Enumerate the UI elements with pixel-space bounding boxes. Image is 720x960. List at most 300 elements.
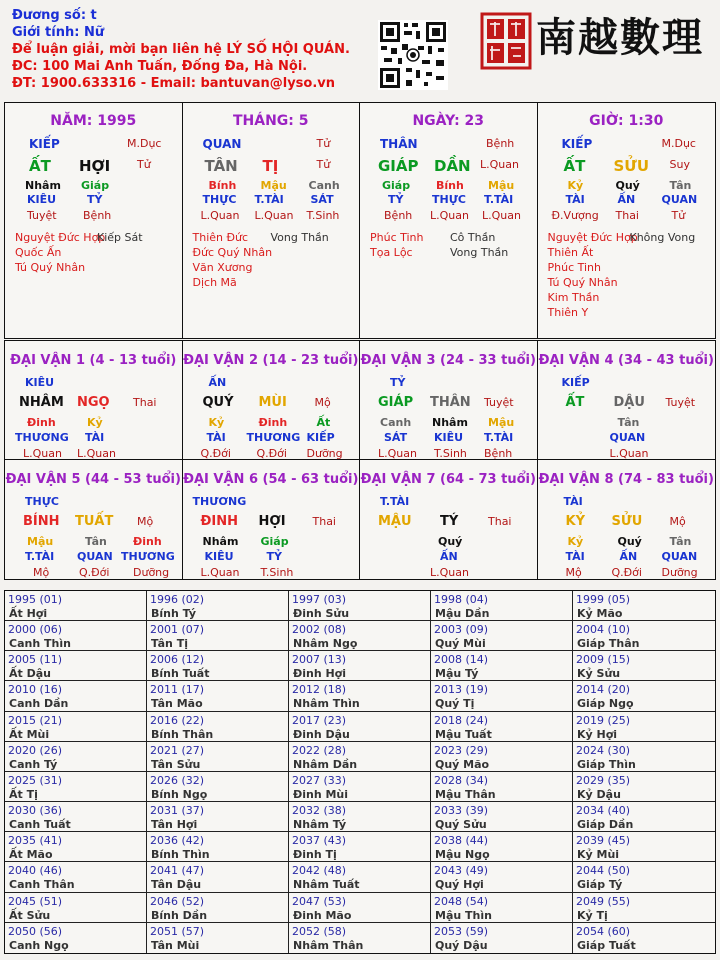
year-cell xyxy=(5,712,147,742)
pillar-year xyxy=(5,103,183,338)
pillar-thapthan-can: QUAN xyxy=(202,137,242,151)
dv-tang: Tân xyxy=(85,535,107,548)
star-item: Vong Thần xyxy=(270,231,329,244)
dv-tt-tang: KIẾP xyxy=(306,431,335,444)
year-cell xyxy=(289,621,431,651)
year-label: 2032 (38) xyxy=(292,804,347,818)
pillar-vs1: Tuyệt xyxy=(27,209,57,222)
year-can-chi: Ất Hợi xyxy=(9,607,48,620)
dv-tt-tang: ẤN xyxy=(619,550,638,563)
year-can-chi: Nhâm Dần xyxy=(293,757,358,771)
pillar-title: THÁNG: 5 xyxy=(232,113,309,129)
year-cell xyxy=(147,621,289,651)
star-item: Nguyệt Đức Hợp xyxy=(547,231,638,244)
year-cell xyxy=(147,651,289,681)
year-can-chi: Giáp Thân xyxy=(577,637,640,651)
gioi-tinh: Giới tính: Nữ xyxy=(12,25,105,40)
year-label: 2053 (59) xyxy=(434,924,489,938)
year-can-chi: Bính Thân xyxy=(151,727,214,741)
pillar-can: ẤT xyxy=(563,157,586,175)
year-can-chi: Kỷ Hợi xyxy=(577,727,618,741)
dv-tang: Quý xyxy=(617,535,642,548)
year-cell xyxy=(431,893,573,923)
pillar-thapthan-chi: M.Dục xyxy=(127,137,162,150)
dv-truong-sinh: Thai xyxy=(133,396,157,409)
dv-truong-sinh: Thai xyxy=(488,515,512,528)
dv-chi: SỬU xyxy=(611,514,643,529)
dv-vs: Q.Đới xyxy=(256,447,287,460)
pillar-tt1: TỶ xyxy=(388,193,404,206)
star-item: Cô Thần xyxy=(450,231,496,244)
year-label: 2005 (11) xyxy=(8,653,63,667)
pillars-panel xyxy=(4,102,716,339)
dv-tang: Kỷ xyxy=(87,416,103,429)
dv-truong-sinh: Mộ xyxy=(669,515,686,528)
star-item: Vong Thần xyxy=(450,246,509,259)
year-label: 2028 (34) xyxy=(434,773,489,787)
year-label: 2002 (08) xyxy=(292,623,347,637)
year-label: 1995 (01) xyxy=(8,593,63,606)
year-cell xyxy=(431,742,573,772)
year-can-chi: Bính Dần xyxy=(151,908,208,922)
year-label: 2018 (24) xyxy=(434,713,489,727)
red-seal-icon xyxy=(480,12,532,70)
year-label: 2041 (47) xyxy=(150,864,205,878)
year-label: 2010 (16) xyxy=(8,683,63,697)
year-can-chi: Tân Tị xyxy=(151,637,188,651)
dv-chi: TÝ xyxy=(440,514,459,529)
year-can-chi: Mậu Thân xyxy=(435,787,496,801)
pillar-vs2: Thai xyxy=(615,209,639,222)
year-label: 2006 (12) xyxy=(150,653,205,667)
year-cell xyxy=(147,742,289,772)
brand-logo: 南越數理 xyxy=(536,14,704,61)
year-label: 2049 (55) xyxy=(576,894,631,908)
star-item: Kiếp Sát xyxy=(97,231,143,244)
year-label: 2013 (19) xyxy=(434,683,489,697)
year-label: 2019 (25) xyxy=(576,713,631,727)
dai-van-title: ĐẠI VẬN 2 (14 - 23 tuổi) xyxy=(183,353,359,368)
year-can-chi: Ất Dậu xyxy=(9,667,51,681)
year-cell xyxy=(5,651,147,681)
dv-tang: Đinh xyxy=(133,535,162,548)
dv-can: KỶ xyxy=(565,514,585,529)
dai-van-cell xyxy=(5,341,183,460)
pillar-vs3: Tử xyxy=(671,209,686,222)
year-label: 2037 (43) xyxy=(292,834,347,848)
qr-code-icon xyxy=(378,20,448,90)
year-label: 2022 (28) xyxy=(292,743,347,757)
pillar-can: TÂN xyxy=(204,157,238,175)
year-can-chi: Ất Mão xyxy=(9,848,53,862)
pillar-tang2: Mậu xyxy=(260,179,287,192)
pillar-tt2: TỶ xyxy=(87,193,103,206)
year-can-chi: Quý Mùi xyxy=(435,637,486,651)
dv-truong-sinh: Mộ xyxy=(137,515,154,528)
dv-tt-tang: T.TÀI xyxy=(25,550,55,563)
year-cell xyxy=(573,712,715,742)
year-can-chi: Mậu Tuất xyxy=(435,727,492,741)
year-can-chi: Canh Thân xyxy=(9,878,75,892)
year-can-chi: Canh Tý xyxy=(9,757,58,771)
year-label: 2014 (20) xyxy=(576,683,631,697)
dai-van-title: ĐẠI VẬN 4 (34 - 43 tuổi) xyxy=(538,353,714,368)
year-label: 2042 (48) xyxy=(292,864,347,878)
year-can-chi: Kỷ Mão xyxy=(577,607,623,620)
dv-vs: L.Quan xyxy=(430,566,469,579)
year-cell xyxy=(573,772,715,802)
year-label: 2034 (40) xyxy=(576,804,631,818)
pillar-vs2: Bệnh xyxy=(83,209,112,222)
year-can-chi: Tân Mão xyxy=(151,697,203,711)
year-cell xyxy=(289,742,431,772)
dv-vs: L.Quan xyxy=(609,447,649,460)
year-label: 2033 (39) xyxy=(434,804,489,818)
year-can-chi: Tân Hợi xyxy=(151,818,198,832)
pillar-thapthan-chi: Tử xyxy=(316,137,331,150)
dv-tt-tang: THƯƠNG xyxy=(246,431,301,444)
year-cell xyxy=(5,621,147,651)
dv-tang: Ất xyxy=(316,416,331,429)
year-cell xyxy=(5,832,147,862)
star-item: Phúc Tinh xyxy=(547,261,602,274)
pillar-tt1: KIÊU xyxy=(27,193,57,206)
year-cell xyxy=(573,651,715,681)
dai-van-title: ĐẠI VẬN 3 (24 - 33 tuổi) xyxy=(360,353,536,368)
year-cell xyxy=(147,862,289,892)
year-label: 2045 (51) xyxy=(8,894,63,908)
year-can-chi: Nhâm Thân xyxy=(293,938,364,952)
dv-tt-tang: TÀI xyxy=(85,431,105,444)
pillar-stars xyxy=(370,230,538,260)
year-can-chi: Nhâm Tý xyxy=(293,818,347,832)
year-label: 1999 (05) xyxy=(576,593,631,606)
dv-tang: Đinh xyxy=(258,416,288,429)
dv-vs: Mộ xyxy=(565,566,582,579)
pillar-can: GIÁP xyxy=(378,157,419,175)
pillar-vs1: Bệnh xyxy=(384,209,413,222)
year-can-chi: Mậu Ngọ xyxy=(435,848,490,862)
year-can-chi: Quý Sửu xyxy=(435,818,487,832)
year-cell xyxy=(147,832,289,862)
duong-so: Đương số: t xyxy=(12,8,97,23)
dai-van-title: ĐẠI VẬN 5 (44 - 53 tuổi) xyxy=(5,472,181,487)
dv-tt-tang: QUAN xyxy=(661,550,698,563)
year-cell xyxy=(289,802,431,832)
year-cell xyxy=(147,923,289,953)
year-cell xyxy=(147,772,289,802)
pillar-tang1: Kỷ xyxy=(567,179,584,192)
pillar-thapthan-can: KIẾP xyxy=(561,137,593,151)
dv-vs: L.Quan xyxy=(77,447,116,460)
year-cell xyxy=(147,712,289,742)
dv-chi: NGỌ xyxy=(77,395,110,410)
dv-tang: Kỷ xyxy=(208,416,225,429)
year-can-chi: Đinh Tị xyxy=(293,848,337,862)
year-label: 2031 (37) xyxy=(150,804,205,818)
year-label: 1996 (02) xyxy=(150,593,205,606)
year-label: 2016 (22) xyxy=(150,713,205,727)
star-item: Nguyệt Đức Hợp xyxy=(15,231,106,244)
year-label: 2039 (45) xyxy=(576,834,631,848)
contact-line-1: Để luận giải, mời bạn liên hệ LÝ SỐ HỘI QUÁN. xyxy=(12,42,350,57)
year-can-chi: Tân Dậu xyxy=(151,878,202,892)
dv-thapthan: THƯƠNG xyxy=(192,495,247,508)
pillar-tt1: THỰC xyxy=(202,193,237,206)
year-can-chi: Giáp Ngọ xyxy=(577,697,634,711)
pillar-tang1: Bính xyxy=(208,179,237,192)
pillar-thapthan-can: KIẾP xyxy=(29,137,60,151)
annual-luck-table xyxy=(4,590,716,954)
year-can-chi: Tân Sửu xyxy=(151,757,201,771)
dv-tt-tang: SÁT xyxy=(384,431,408,444)
year-can-chi: Kỷ Dậu xyxy=(577,787,621,801)
dv-tang: Đinh xyxy=(27,416,56,429)
dv-chi: TUẤT xyxy=(75,514,114,529)
pillar-chi: TỊ xyxy=(262,157,279,175)
star-item: Đức Quý Nhân xyxy=(192,246,273,259)
dv-tt-tang: QUAN xyxy=(609,431,646,444)
pillar-tang3: Tân xyxy=(669,179,692,192)
dv-tt-tang: T.TÀI xyxy=(484,431,514,444)
year-can-chi: Nhâm Thìn xyxy=(293,697,360,711)
dv-can: GIÁP xyxy=(378,395,414,410)
dv-tt-tang: THƯƠNG xyxy=(15,431,69,444)
pillar-stars xyxy=(15,230,183,275)
dv-can: BÍNH xyxy=(23,514,60,529)
year-label: 1998 (04) xyxy=(434,593,489,606)
year-label: 2046 (52) xyxy=(150,894,205,908)
year-can-chi: Bính Ngọ xyxy=(151,787,208,801)
year-cell xyxy=(147,893,289,923)
pillar-stars xyxy=(193,230,361,290)
year-can-chi: Giáp Tuất xyxy=(577,938,636,952)
year-can-chi: Bính Thìn xyxy=(151,848,210,862)
pillar-truong-sinh: L.Quan xyxy=(480,158,519,171)
dv-chi: MÙI xyxy=(258,395,287,410)
year-can-chi: Canh Ngọ xyxy=(9,938,69,952)
year-cell xyxy=(5,591,147,621)
star-item: Tú Quý Nhân xyxy=(15,261,86,274)
year-can-chi: Tân Mùi xyxy=(151,938,200,952)
dv-vs: Mộ xyxy=(33,566,50,579)
pillar-hour xyxy=(538,103,716,338)
pillar-chi: SỬU xyxy=(613,157,650,175)
dv-truong-sinh: Mộ xyxy=(314,396,331,409)
year-cell xyxy=(431,862,573,892)
dv-tt-tang: THƯƠNG xyxy=(121,550,175,563)
dai-van-panel xyxy=(4,340,716,580)
year-cell xyxy=(573,742,715,772)
pillar-day xyxy=(360,103,538,338)
pillar-thapthan-chi: M.Dục xyxy=(661,137,696,150)
dai-van-cell xyxy=(538,460,716,579)
year-can-chi: Quý Mão xyxy=(435,757,490,771)
star-item: Tú Quý Nhân xyxy=(547,276,618,289)
year-label: 2029 (35) xyxy=(576,773,631,787)
year-label: 2015 (21) xyxy=(8,713,63,727)
dv-chi: THÂN xyxy=(430,395,471,410)
year-cell xyxy=(5,681,147,711)
pillar-stars xyxy=(548,230,716,320)
dv-tang: Nhâm xyxy=(432,416,468,429)
dv-thapthan: KIẾP xyxy=(561,376,590,389)
year-can-chi: Đinh Mùi xyxy=(293,787,349,801)
dai-van-cell xyxy=(183,341,361,460)
year-cell xyxy=(431,651,573,681)
year-cell xyxy=(147,802,289,832)
year-label: 2003 (09) xyxy=(434,623,489,637)
pillar-truong-sinh: Suy xyxy=(669,158,690,171)
pillar-chi: HỢI xyxy=(79,157,111,175)
dv-vs: L.Quan xyxy=(378,447,417,460)
dv-truong-sinh: Thai xyxy=(312,515,336,528)
contact-phone-email: ĐT: 1900.633316 - Email: bantuvan@lyso.vn xyxy=(12,76,336,91)
year-can-chi: Đinh Mão xyxy=(293,908,352,922)
year-cell xyxy=(289,712,431,742)
year-can-chi: Kỷ Sửu xyxy=(577,667,621,681)
year-can-chi: Mậu Dần xyxy=(435,607,490,620)
year-label: 2051 (57) xyxy=(150,924,205,938)
dv-thapthan: ẤN xyxy=(208,376,227,389)
dv-truong-sinh: Tuyệt xyxy=(484,396,514,409)
pillar-vs3: L.Quan xyxy=(482,209,521,222)
pillar-tt1: TÀI xyxy=(565,193,585,206)
year-cell xyxy=(289,681,431,711)
year-cell xyxy=(289,893,431,923)
star-item: Văn Xương xyxy=(192,261,253,274)
pillar-can: ẤT xyxy=(29,157,51,175)
year-label: 2020 (26) xyxy=(8,743,63,757)
dv-tang: Tân xyxy=(617,416,640,429)
year-cell xyxy=(5,802,147,832)
year-can-chi: Giáp Dần xyxy=(577,818,634,832)
dv-thapthan: THỰC xyxy=(25,495,59,508)
year-cell xyxy=(431,591,573,621)
year-label: 2050 (56) xyxy=(8,924,63,938)
year-label: 2001 (07) xyxy=(150,623,205,637)
year-can-chi: Nhâm Ngọ xyxy=(293,637,358,651)
year-can-chi: Giáp Tý xyxy=(577,878,623,892)
pillar-truong-sinh: Tử xyxy=(137,158,151,171)
year-cell xyxy=(431,923,573,953)
dv-vs: L.Quan xyxy=(200,566,240,579)
year-can-chi: Quý Hợi xyxy=(435,878,484,892)
year-cell xyxy=(289,923,431,953)
pillar-tang3: Canh xyxy=(308,179,340,192)
dv-can: MẬU xyxy=(378,514,412,529)
year-can-chi: Canh Dần xyxy=(9,697,69,711)
star-item: Kim Thần xyxy=(547,291,600,304)
star-item: Thiên Ất xyxy=(547,246,594,259)
dv-can: QUÝ xyxy=(202,395,234,410)
pillar-tt2: ẤN xyxy=(617,193,636,206)
year-label: 2017 (23) xyxy=(292,713,347,727)
dv-tt-tang: ẤN xyxy=(440,550,458,563)
year-label: 1997 (03) xyxy=(292,593,347,606)
dai-van-cell xyxy=(360,460,538,579)
dai-van-cell xyxy=(183,460,361,579)
year-cell xyxy=(5,862,147,892)
year-label: 2012 (18) xyxy=(292,683,347,697)
dv-tt-tang: KIÊU xyxy=(204,550,234,563)
year-can-chi: Kỷ Tị xyxy=(577,908,608,922)
pillar-tt2: T.TÀI xyxy=(254,193,284,206)
pillar-month xyxy=(183,103,361,338)
star-item: Không Vong xyxy=(629,231,696,244)
dv-thapthan: T.TÀI xyxy=(380,495,410,508)
year-cell xyxy=(289,772,431,802)
dv-can: NHÂM xyxy=(19,395,64,410)
year-cell xyxy=(147,591,289,621)
dv-vs: Dưỡng xyxy=(133,566,170,579)
year-can-chi: Quý Tị xyxy=(435,697,475,711)
dv-tang: Canh xyxy=(380,416,412,429)
dv-vs: Q.Đới xyxy=(611,566,642,579)
pillar-vs2: L.Quan xyxy=(254,209,294,222)
pillar-tang1: Nhâm xyxy=(25,179,61,192)
year-label: 2004 (10) xyxy=(576,623,631,637)
year-can-chi: Canh Thìn xyxy=(9,637,71,651)
pillar-tt3: T.TÀI xyxy=(484,193,514,206)
year-can-chi: Nhâm Tuất xyxy=(293,878,360,892)
year-label: 2009 (15) xyxy=(576,653,631,667)
dai-van-title: ĐẠI VẬN 8 (74 - 83 tuổi) xyxy=(538,472,714,487)
year-cell xyxy=(5,742,147,772)
year-cell xyxy=(289,591,431,621)
year-label: 2040 (46) xyxy=(8,864,63,878)
pillar-thapthan-can: THÂN xyxy=(380,137,418,151)
dai-van-title: ĐẠI VẬN 7 (64 - 73 tuổi) xyxy=(360,472,536,487)
year-cell xyxy=(573,621,715,651)
year-label: 2021 (27) xyxy=(150,743,205,757)
dai-van-cell xyxy=(5,460,183,579)
pillar-tang1: Giáp xyxy=(382,179,411,192)
dv-tang: Mậu xyxy=(27,535,54,548)
pillar-tang2: Bính xyxy=(436,179,464,192)
dai-van-cell xyxy=(538,341,716,460)
pillar-title: GIỜ: 1:30 xyxy=(589,113,664,129)
pillar-vs1: L.Quan xyxy=(200,209,240,222)
year-can-chi: Canh Tuất xyxy=(9,818,71,832)
dv-thapthan: TỶ xyxy=(390,376,406,389)
year-cell xyxy=(573,832,715,862)
year-can-chi: Giáp Thìn xyxy=(577,757,636,771)
year-label: 2047 (53) xyxy=(292,894,347,908)
pillar-tt3: SÁT xyxy=(310,193,334,206)
dai-van-title: ĐẠI VẬN 1 (4 - 13 tuổi) xyxy=(10,353,177,368)
year-label: 2007 (13) xyxy=(292,653,347,667)
pillar-vs2: L.Quan xyxy=(430,209,469,222)
pillar-truong-sinh: Tử xyxy=(316,158,331,171)
dv-vs: T.Sinh xyxy=(260,566,294,579)
year-label: 2026 (32) xyxy=(150,773,205,787)
year-cell xyxy=(573,923,715,953)
year-cell xyxy=(431,802,573,832)
year-can-chi: Đinh Dậu xyxy=(293,727,350,741)
year-label: 2035 (41) xyxy=(8,834,63,848)
dv-tang: Kỷ xyxy=(567,535,584,548)
dv-tang: Mậu xyxy=(488,416,515,429)
dv-tang: Giáp xyxy=(260,535,289,548)
year-cell xyxy=(573,802,715,832)
year-cell xyxy=(431,832,573,862)
year-label: 2008 (14) xyxy=(434,653,489,667)
dv-can: ĐINH xyxy=(200,514,238,529)
year-cell xyxy=(289,651,431,681)
dv-chi: HỢI xyxy=(258,514,286,529)
star-item: Dịch Mã xyxy=(192,276,237,289)
